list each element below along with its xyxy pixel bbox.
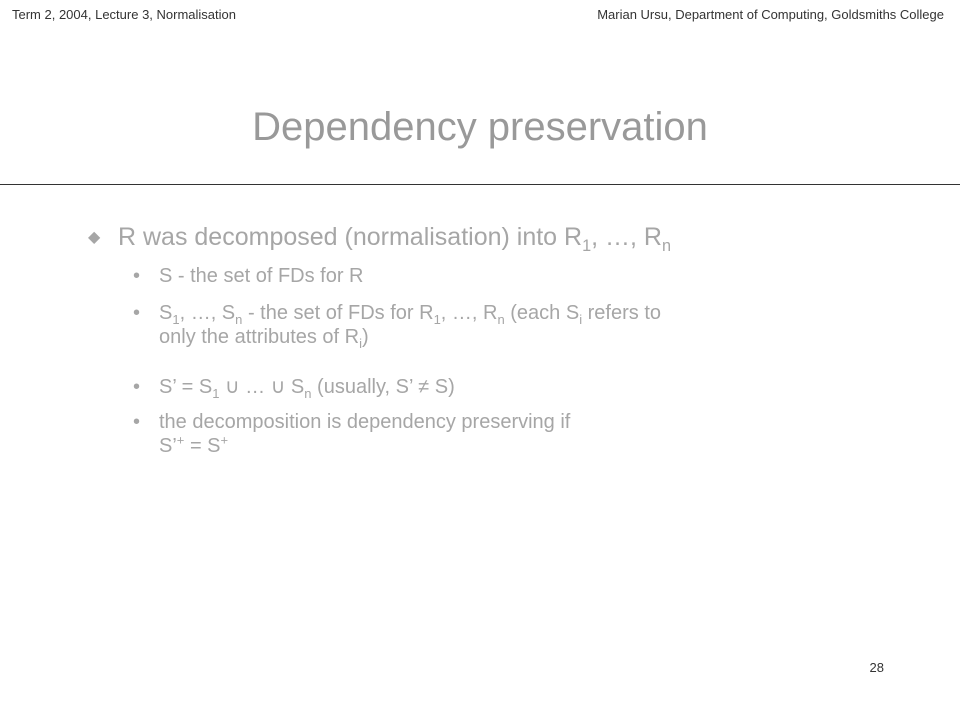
slide-title: Dependency preservation xyxy=(252,105,708,149)
dot-bullet-icon: • xyxy=(133,302,141,324)
main-bullet-text: R was decomposed (normalisation) into $R_1$, …, $R_n$ xyxy=(118,223,672,255)
header-right: Marian Ursu, Department of Computing, Goldsmiths College xyxy=(597,7,944,22)
title-divider xyxy=(0,184,960,185)
dot-bullet-icon: • xyxy=(133,265,141,287)
sub-bullet-3-text: S’ = $S_1$ ∪ … ∪ $S_n$ (usually, S’ ≠ S) xyxy=(159,376,455,401)
diamond-bullet-icon: ◆ xyxy=(88,229,101,246)
sub-bullet-4-text: the decomposition is dependency preserving if S’+ = S+ xyxy=(159,411,571,457)
sub-bullet-2-text: $S_1$, …, $S_n$ - the set of FDs for $R_1$, …, $R_n$ (each $S_i$ refers to only the attributes of $R_i$) xyxy=(159,302,661,351)
header-left: Term 2, 2004, Lecture 3, Normalisation xyxy=(12,7,236,22)
page-number: 28 xyxy=(869,660,884,675)
dot-bullet-icon: • xyxy=(133,411,141,433)
dot-bullet-icon: • xyxy=(133,376,141,398)
sub-bullet-1-text: S - the set of FDs for R xyxy=(159,265,364,287)
